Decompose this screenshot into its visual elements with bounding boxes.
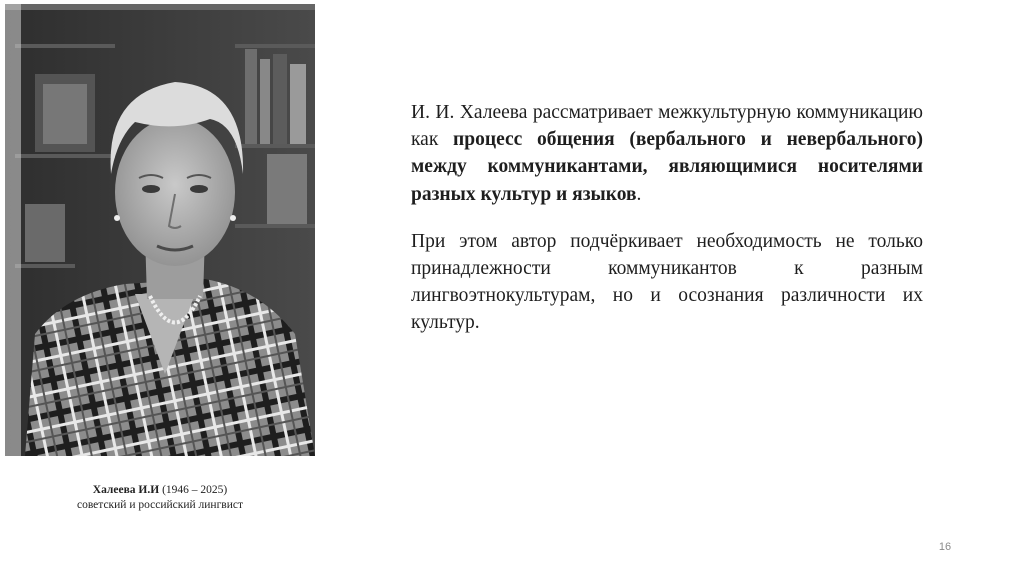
- paragraph-1-bold-definition: процесс общения (вербального и невербального) между коммуникантами, являющимися носителями разных культур и языков: [411, 129, 924, 205]
- main-text: [411, 99, 923, 337]
- paragraph-1-intro: И. И. Халеева рассматривает межкультурную коммуникацию как: [411, 102, 923, 151]
- caption-description: советский и российский лингвист: [76, 498, 244, 511]
- caption-years: (1946 – 2025): [159, 484, 228, 496]
- paragraph-1-end: .: [636, 183, 642, 205]
- portrait-caption: [20, 483, 300, 512]
- caption-name: Халеева И.И: [92, 484, 160, 496]
- portrait-photo: [5, 4, 315, 456]
- paragraph-explanation: При этом автор подчёркивает необходимость не только принадлежности коммуникантов к разным лингвоэтнокультурам, но и осознания различности их культур.: [411, 230, 923, 334]
- portrait-image: [5, 4, 315, 456]
- paragraph-definition: [411, 99, 923, 208]
- page-number: 16: [938, 541, 952, 553]
